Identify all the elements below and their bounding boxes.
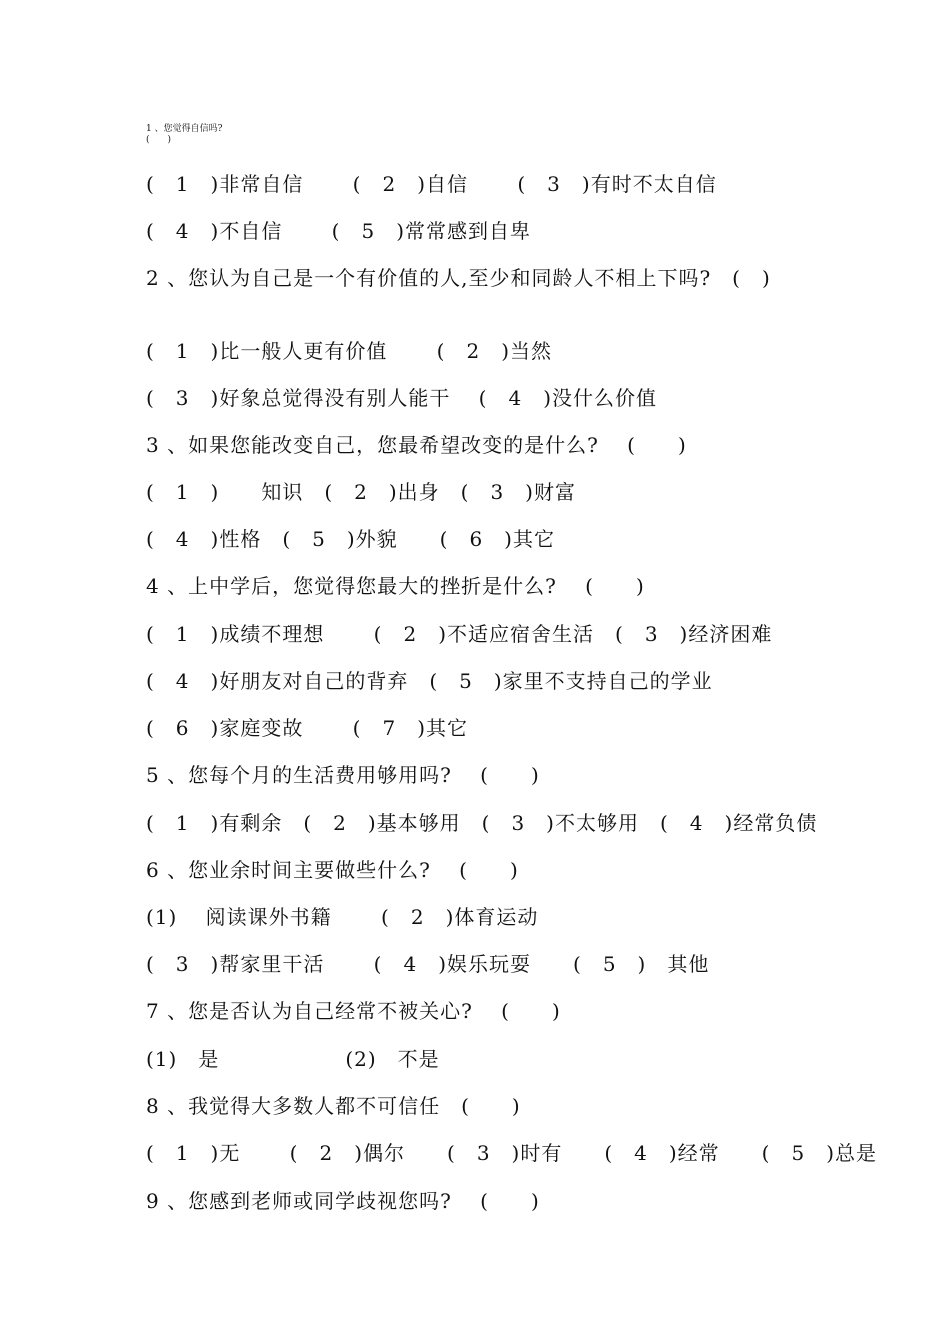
question-9-text: 9 、您感到老师或同学歧视您吗? ( ) xyxy=(146,1189,540,1213)
question-1-options-row-1: ( 1 )非常自信 ( 2 )自信 ( 3 )有时不太自信 xyxy=(146,172,717,196)
question-8-text: 8 、我觉得大多数人都不可信任 ( ) xyxy=(146,1094,521,1118)
question-8-options-row-1: ( 1 )无 ( 2 )偶尔 ( 3 )时有 ( 4 )经常 ( 5 )总是 xyxy=(146,1141,878,1165)
question-5-text: 5 、您每个月的生活费用够用吗? ( ) xyxy=(146,763,540,787)
question-1-text: 1 、您觉得自信吗? ( ) xyxy=(146,124,235,145)
question-4-text: 4 、上中学后，您觉得您最大的挫折是什么? ( ) xyxy=(146,574,645,598)
question-6-text: 6 、您业余时间主要做些什么? ( ) xyxy=(146,858,519,882)
question-3-text: 3 、如果您能改变自己，您最希望改变的是什么? ( ) xyxy=(146,433,687,457)
question-3-options-row-2: ( 4 )性格 ( 5 )外貌 ( 6 )其它 xyxy=(146,527,555,551)
question-4-options-row-3: ( 6 )家庭变故 ( 7 )其它 xyxy=(146,716,469,740)
question-3-options-row-1: ( 1 ) 知识 ( 2 )出身 ( 3 )财富 xyxy=(146,480,576,504)
question-4-options-row-2: ( 4 )好朋友对自己的背弃 ( 5 )家里不支持自己的学业 xyxy=(146,669,713,693)
question-4-options-row-1: ( 1 )成绩不理想 ( 2 )不适应宿舍生活 ( 3 )经济困难 xyxy=(146,622,773,646)
question-1-options-row-2: ( 4 )不自信 ( 5 )常常感到自卑 xyxy=(146,219,532,243)
question-2-options-row-2: ( 3 )好象总觉得没有别人能干 ( 4 )没什么价值 xyxy=(146,386,658,410)
question-7-text: 7 、您是否认为自己经常不被关心? ( ) xyxy=(146,999,561,1023)
question-6-options-row-2: ( 3 )帮家里干活 ( 4 )娱乐玩耍 ( 5 ) 其他 xyxy=(146,952,710,976)
question-2-text: 2 、您认为自己是一个有价值的人,至少和同龄人不相上下吗? ( ) xyxy=(146,266,771,290)
question-7-options-row-1: (1) 是 (2) 不是 xyxy=(146,1047,440,1071)
question-6-options-row-1: (1) 阅读课外书籍 ( 2 )体育运动 xyxy=(146,905,539,929)
question-2-options-row-1: ( 1 )比一般人更有价值 ( 2 )当然 xyxy=(146,339,553,363)
question-5-options-row-1: ( 1 )有剩余 ( 2 )基本够用 ( 3 )不太够用 ( 4 )经常负债 xyxy=(146,811,818,835)
